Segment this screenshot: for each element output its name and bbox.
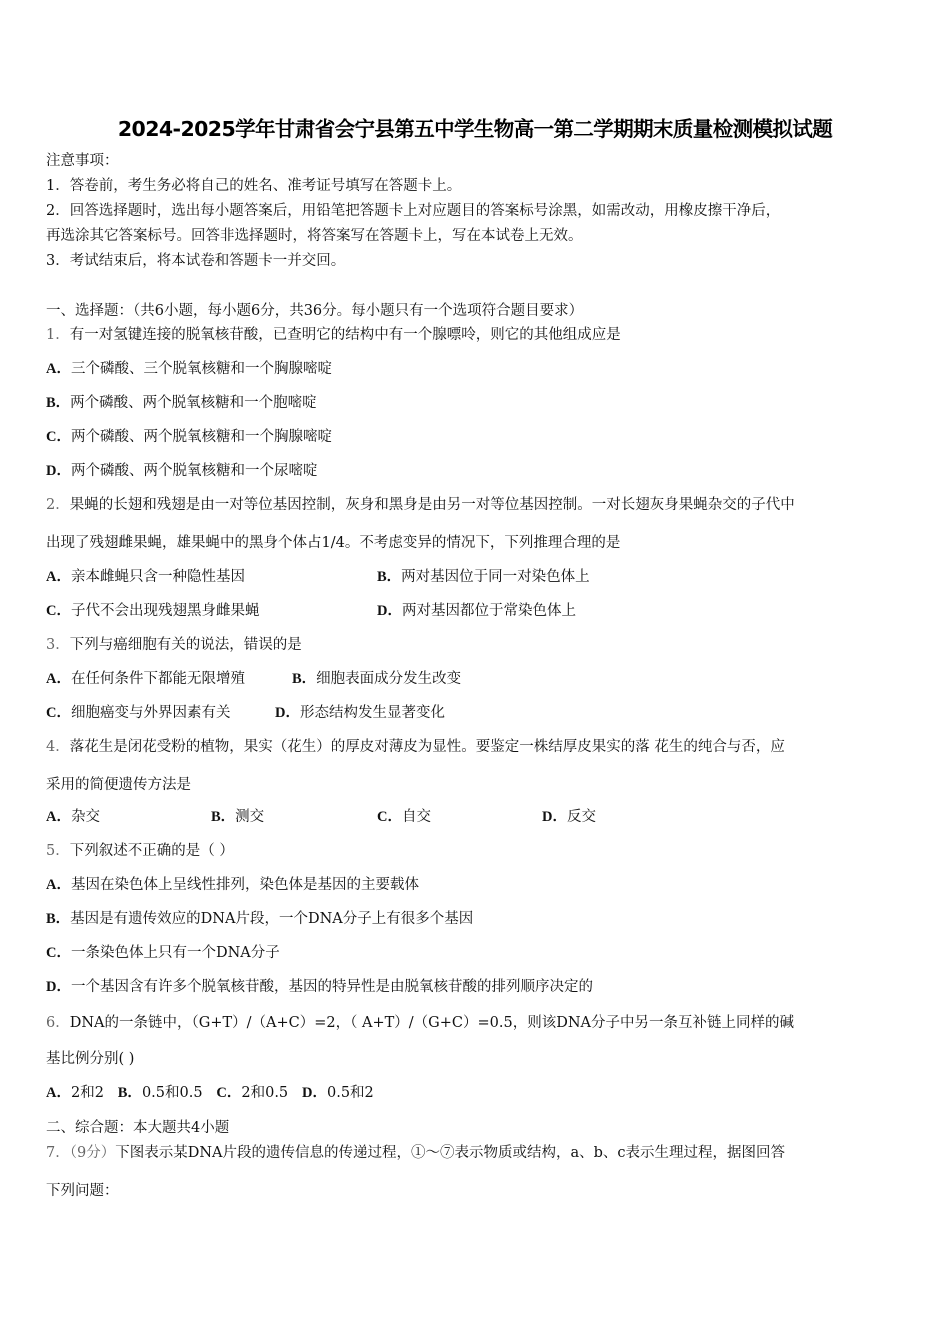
- notice-heading: 注意事项：: [46, 153, 119, 169]
- question-4-stem: 4．落花生是闭花受粉的植物，果实（花生）的厚皮对薄皮为显性。要鉴定一株结厚皮果实的落 花生的纯合与否，应: [46, 739, 785, 755]
- question-number: 1．: [46, 327, 70, 343]
- question-2-stem-cont: 出现了残翅雌果蝇，雄果蝇中的黑身个体占1/4。不考虑变异的情况下，下列推理合理的是: [46, 535, 621, 551]
- question-number: 4．: [46, 739, 70, 755]
- question-4-option-d: D．反交: [542, 809, 596, 825]
- question-1-option-b: B．两个磷酸、两个脱氧核糖和一个胞嘧啶: [46, 395, 317, 411]
- question-number: 2．: [46, 497, 70, 513]
- question-6-stem: 6．DNA的一条链中，（G+T）/（A+C）=2，（ A+T）/（G+C）=0.5，则该DNA分子中另一条互补链上同样的碱: [46, 1015, 795, 1031]
- question-3-option-c: C．细胞癌变与外界因素有关: [46, 705, 231, 721]
- question-4-option-c: C．自交: [377, 809, 431, 825]
- question-2-option-b: B．两对基因位于同一对染色体上: [377, 569, 590, 585]
- question-5-option-a: A．基因在染色体上呈线性排列，染色体是基因的主要载体: [46, 877, 419, 893]
- question-1-option-d: D．两个磷酸、两个脱氧核糖和一个尿嘧啶: [46, 463, 318, 479]
- question-5-option-c: C．一条染色体上只有一个DNA分子: [46, 945, 280, 961]
- question-1-option-c: C．两个磷酸、两个脱氧核糖和一个胸腺嘧啶: [46, 429, 332, 445]
- question-number: 7．: [46, 1145, 70, 1161]
- question-number: 3．: [46, 637, 70, 653]
- question-4-stem-cont: 采用的简便遗传方法是: [46, 777, 191, 793]
- question-2-option-d: D．两对基因都位于常染色体上: [377, 603, 576, 619]
- notice-item: 再选涂其它答案标号。回答非选择题时，将答案写在答题卡上，写在本试卷上无效。: [46, 228, 583, 244]
- question-6-stem-cont: 基比例分别( ): [46, 1051, 135, 1067]
- notice-item: 2．回答选择题时，选出每小题答案后，用铅笔把答题卡上对应题目的答案标号涂黑，如需改动，用橡皮擦干净后，: [46, 203, 781, 219]
- question-4-option-b: B．测交: [211, 809, 265, 825]
- question-4-option-a: A．杂交: [46, 809, 100, 825]
- notice-item: 3．考试结束后，将本试卷和答题卡一并交回。: [46, 253, 346, 269]
- question-number: 5．: [46, 843, 70, 859]
- section-heading-comprehensive: 二、综合题：本大题共4小题: [46, 1120, 230, 1136]
- question-3-stem: 3．下列与癌细胞有关的说法，错误的是: [46, 637, 302, 653]
- question-5-option-d: D．一个基因含有许多个脱氧核苷酸，基因的特异性是由脱氧核苷酸的排列顺序决定的: [46, 979, 593, 995]
- question-3-option-a: A．在任何条件下都能无限增殖: [46, 671, 245, 687]
- question-7-stem-cont: 下列问题：: [46, 1183, 119, 1199]
- question-5-stem: 5．下列叙述不正确的是（ ）: [46, 843, 234, 859]
- exam-title: 2024-2025学年甘肃省会宁县第五中学生物高一第二学期期末质量检测模拟试题: [117, 117, 833, 141]
- question-score: （9分）: [69, 1145, 116, 1161]
- question-6-options: A．2和2 B．0.5和0.5 C．2和0.5 D．0.5和2: [46, 1085, 374, 1101]
- question-3-option-b: B．细胞表面成分发生改变: [292, 671, 462, 687]
- question-2-option-c: C．子代不会出现残翅黑身雌果蝇: [46, 603, 260, 619]
- question-1-option-a: A．三个磷酸、三个脱氧核糖和一个胸腺嘧啶: [46, 361, 332, 377]
- question-5-option-b: B．基因是有遗传效应的DNA片段，一个DNA分子上有很多个基因: [46, 911, 474, 927]
- question-2-stem: 2．果蝇的长翅和残翅是由一对等位基因控制，灰身和黑身是由另一对等位基因控制。一对长翅灰身果蝇杂交的子代中: [46, 497, 795, 513]
- question-2-option-a: A．亲本雌蝇只含一种隐性基因: [46, 569, 245, 585]
- question-7-stem: 7．（9分）下图表示某DNA片段的遗传信息的传递过程，①～⑦表示物质或结构，a、b、c表示生理过程，据图回答: [46, 1145, 786, 1161]
- question-number: 6．: [46, 1015, 70, 1031]
- section-heading-choice: 一、选择题：（共6小题，每小题6分，共36分。每小题只有一个选项符合题目要求）: [46, 303, 584, 319]
- question-3-option-d: D．形态结构发生显著变化: [275, 705, 445, 721]
- notice-item: 1．答卷前，考生务必将自己的姓名、准考证号填写在答题卡上。: [46, 178, 462, 194]
- question-1-stem: 1．有一对氢键连接的脱氧核苷酸，已查明它的结构中有一个腺嘌呤，则它的其他组成应是: [46, 327, 621, 343]
